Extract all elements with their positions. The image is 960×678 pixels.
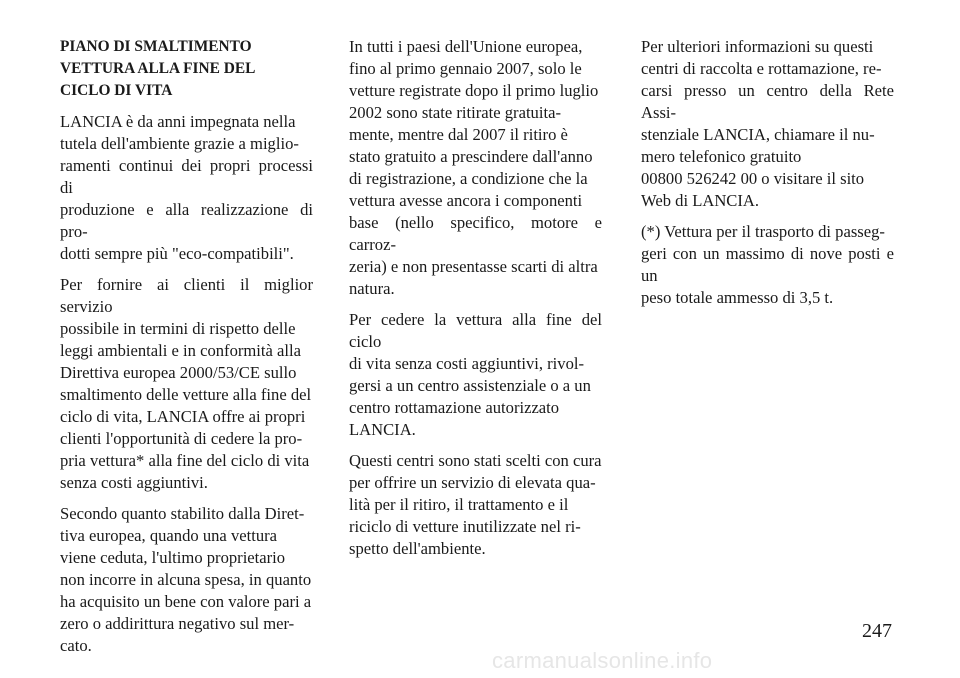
column-1 — [60, 36, 313, 666]
paragraph-centers: Questi centri sono stati scelti con cura per offrire un servizio di elevata qua- lità per il ritiro, il trattamento e il riciclo di vetture inutilizzate nel ri- spetto dell'ambiente. — [349, 451, 602, 558]
paragraph-service: Per fornire ai clienti il miglior servizio possibile in termini di rispetto delle leggi ambientali e in conformità alla Direttiva europea 2000/53/CE sullo smaltimento delle vetture alla fine del ciclo di vita, LANCIA offre ai propri clienti l'opportunità di cedere la pro- pria vettura* alla fine del ciclo di vita senza costi aggiuntivi. — [60, 275, 313, 492]
paragraph-intro: LANCIA è da anni impegnata nella tutela dell'ambiente grazie a miglio- ramenti continui dei propri processi di produzione e alla realizzazione di pro- dotti sempre più "eco-compatibili". — [60, 112, 313, 263]
paragraph-more-info: Per ulteriori informazioni su questi centri di raccolta e rottamazione, re- carsi presso un centro della Rete Assi- stenziale LANCIA, chiamare il nu- mero telefonico gratuito 00800 526242 00 o visitare il sito Web di LANCIA. — [641, 37, 894, 210]
watermark: carmanualsonline.info — [492, 648, 713, 673]
paragraph-directive: Secondo quanto stabilito dalla Diret- tiva europea, quando una vettura viene ceduta, l'ultimo proprietario non incorre in alcuna spesa, in quanto ha acquisito un bene con valore pari a zero o addirittura negativo sul mer- cato. — [60, 504, 312, 655]
page-number: 247 — [862, 620, 892, 642]
paragraph-footnote: (*) Vettura per il trasporto di passeg- geri con un massimo di nove posti e un peso totale ammesso di 3,5 t. — [641, 222, 894, 307]
section-heading: PIANO DI SMALTIMENTO VETTURA ALLA FINE DEL CICLO DI VITA — [60, 38, 256, 99]
column-3 — [641, 36, 894, 318]
column-2 — [349, 36, 602, 569]
paragraph-how-to-return: Per cedere la vettura alla fine del ciclo di vita senza costi aggiuntivi, rivol- gersi a un centro assistenziale o a un centro rottamazione autorizzato LANCIA. — [349, 310, 602, 439]
paragraph-eu-countries: In tutti i paesi dell'Unione europea, fino al primo gennaio 2007, solo le vetture registrate dopo il primo luglio 2002 sono state ritirate gratuita- mente, mentre dal 2007 il ritiro è stato gratuito a prescindere dall'anno di registrazione, a condizione che la vettura avesse ancora i componenti base (nello specifico, motore e carroz- zeria) e non presentasse scarti di altra natura. — [349, 37, 602, 298]
